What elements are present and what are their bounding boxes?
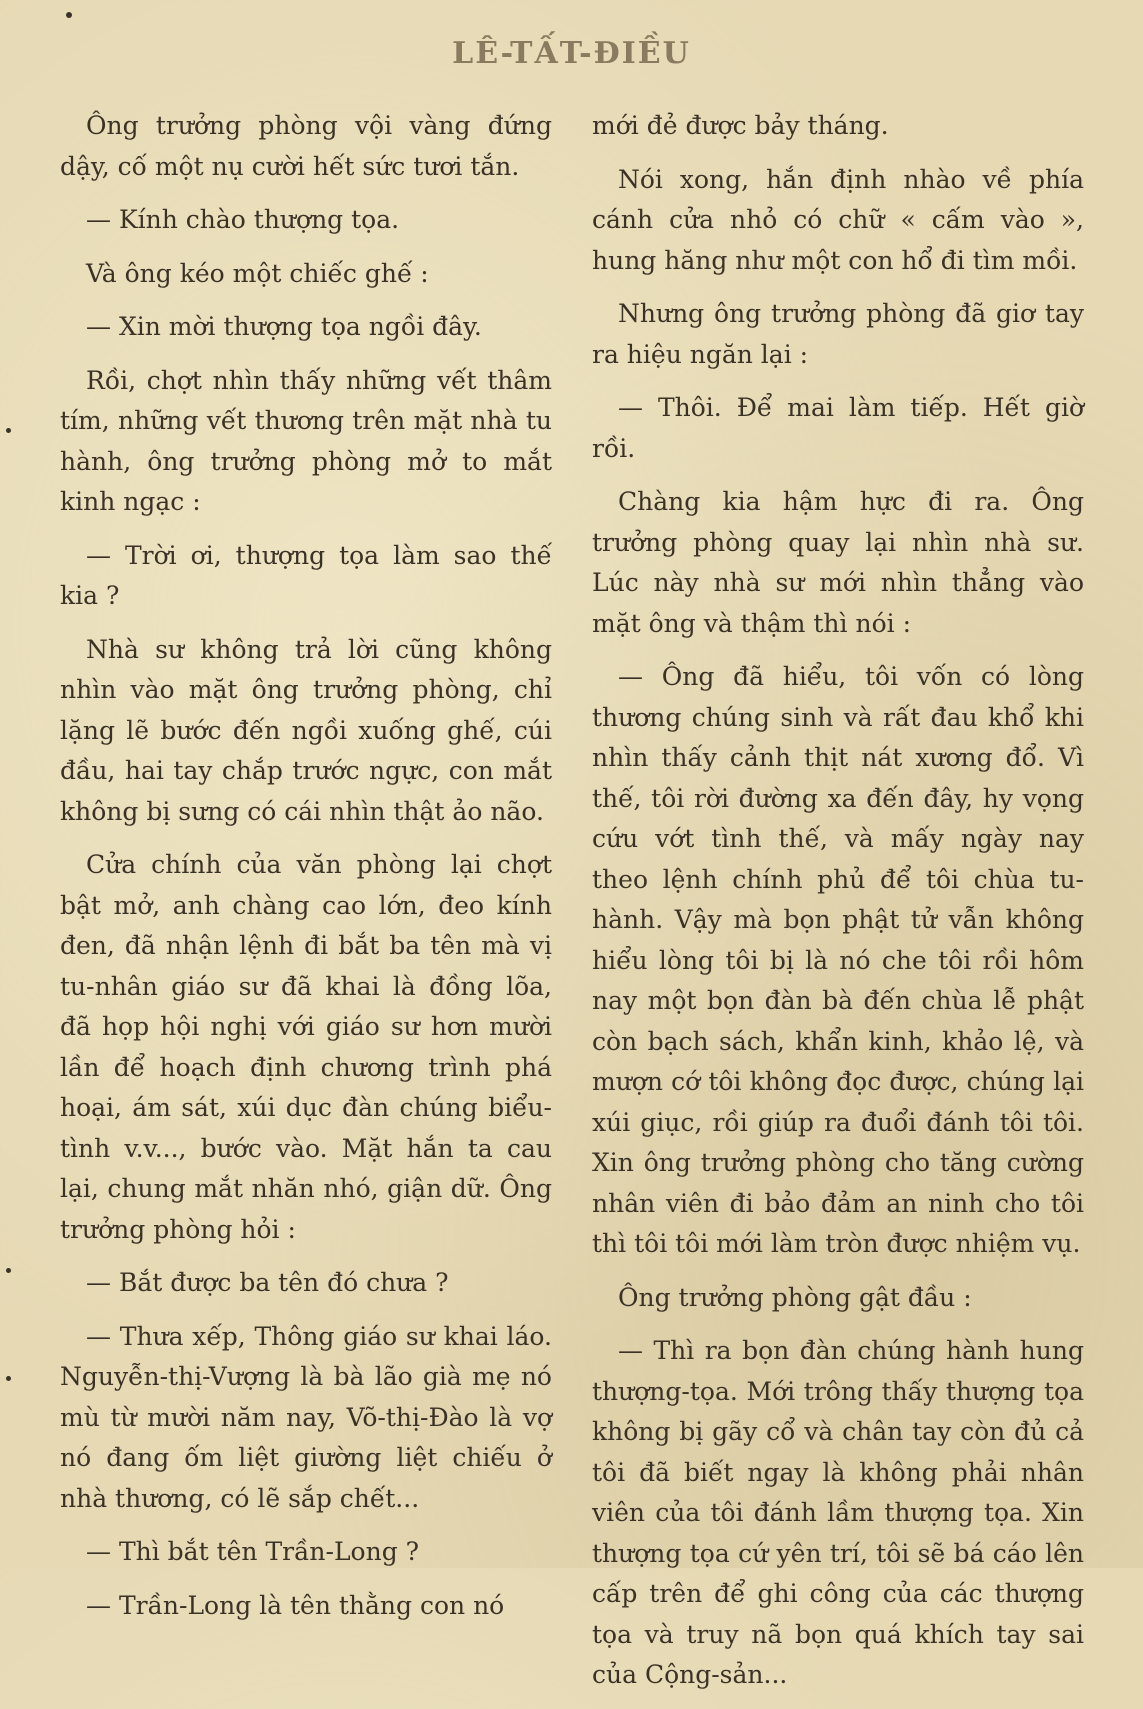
paragraph: — Trời ơi, thượng tọa làm sao thế kia ? — [60, 540, 552, 610]
ink-speck — [6, 428, 11, 433]
paragraph: Và ông kéo một chiếc ghế : — [86, 258, 429, 288]
paragraph: — Ông đã hiểu, tôi vốn có lòng thương chúng sinh và rất đau khổ khi nhìn thấy cảnh thịt nát xương đổ. Vì thế, tôi rời đường xa đến đây, hy vọng cứu vớt tình thế, và mấy ngày nay theo lệnh chính phủ để tôi chùa tu-hành. Vậy mà bọn phật tử vẫn không hiểu lòng tôi bị là nó che tôi rồi hôm nay một bọn đàn bà đến chùa lễ phật còn bạch sách, khẩn kinh, khảo lệ, và mượn cớ tôi không đọc được, chúng lại xúi giục, rồi giúp ra đuổi đánh tôi tôi. Xin ông trưởng phòng cho tăng cường nhân viên đi bảo đảm an ninh cho tôi thì tôi tôi mới làm tròn được nhiệm vụ. — [592, 662, 1084, 1258]
left-column — [60, 106, 552, 1639]
paragraph: — Thôi. Để mai làm tiếp. Hết giờ rồi. — [592, 393, 1084, 463]
paragraph: — Thì bắt tên Trần-Long ? — [86, 1537, 420, 1566]
paragraph: — Trần-Long là tên thằng con nó — [86, 1590, 505, 1620]
paragraph: Cửa chính của văn phòng lại chợt bật mở, anh chàng cao lớn, đeo kính đen, đã nhận lệnh đi bắt ba tên mà vị tu-nhân giáo sư đã khai là đồng lõa, đã họp hội nghị với giáo sư hơn mười lần để hoạch định chương trình phá hoại, ám sát, xúi dục đàn chúng biểu-tình v.v..., bước vào. Mặt hắn ta cau lại, chung mắt nhăn nhó, giận dữ. Ông trưởng phòng hỏi : — [60, 850, 552, 1244]
running-title: LÊ-TẤT-ĐIỀU — [452, 36, 691, 71]
paragraph: — Xin mời thượng tọa ngồi đây. — [86, 312, 482, 341]
paragraph: Nhưng ông trưởng phòng đã giơ tay ra hiệu ngăn lại : — [592, 299, 1084, 369]
paragraph: Ông trưởng phòng gật đầu : — [618, 1282, 972, 1312]
paragraph: — Thưa xếp, Thông giáo sư khai láo. Nguyễn-thị-Vượng là bà lão già mẹ nó mù từ mười năm nay, Võ-thị-Đào là vợ nó đang ốm liệt giường liệt chiếu ở nhà thương, có lẽ sắp chết... — [60, 1321, 552, 1513]
paragraph: — Kính chào thượng tọa. — [86, 205, 400, 234]
ink-speck — [6, 1376, 11, 1381]
paragraph: Ông trưởng phòng vội vàng đứng dậy, cố một nụ cười hết sức tươi tắn. — [60, 111, 552, 181]
ink-speck — [6, 1268, 11, 1273]
paragraph: Nói xong, hắn định nhào về phía cánh cửa nhỏ có chữ « cấm vào », hung hăng như một con hổ đi tìm mồi. — [592, 164, 1084, 275]
paragraph-continued: mới đẻ được bảy tháng. — [592, 111, 889, 140]
paragraph: Rồi, chợt nhìn thấy những vết thâm tím, những vết thương trên mặt nhà tu hành, ông trưởng phòng mở to mắt kinh ngạc : — [60, 365, 552, 516]
paragraph: Nhà sư không trả lời cũng không nhìn vào mặt ông trưởng phòng, chỉ lặng lẽ bước đến ngồi xuống ghế, cúi đầu, hai tay chắp trước ngực, con mắt không bị sưng có cái nhìn thật ảo não. — [60, 634, 552, 826]
paragraph: Chàng kia hậm hực đi ra. Ông trưởng phòng quay lại nhìn nhà sư. Lúc này nhà sư mới nhìn thẳng vào mặt ông và thậm thì nói : — [592, 487, 1084, 638]
ink-speck — [66, 12, 72, 18]
paragraph: — Thì ra bọn đàn chúng hành hung thượng-tọa. Mới trông thấy thượng tọa không bị gãy cổ và chân tay còn đủ cả tôi đã biết ngay là không phải nhân viên của tôi đánh lầm thượng tọa. Xin thượng tọa cứ yên trí, tôi sẽ bá cáo lên cấp trên để ghi công của các thượng tọa và truy nã bọn quá khích tay sai của Cộng-sản... — [592, 1336, 1084, 1689]
right-column — [592, 106, 1084, 1709]
paragraph: — Bắt được ba tên đó chưa ? — [86, 1268, 449, 1297]
